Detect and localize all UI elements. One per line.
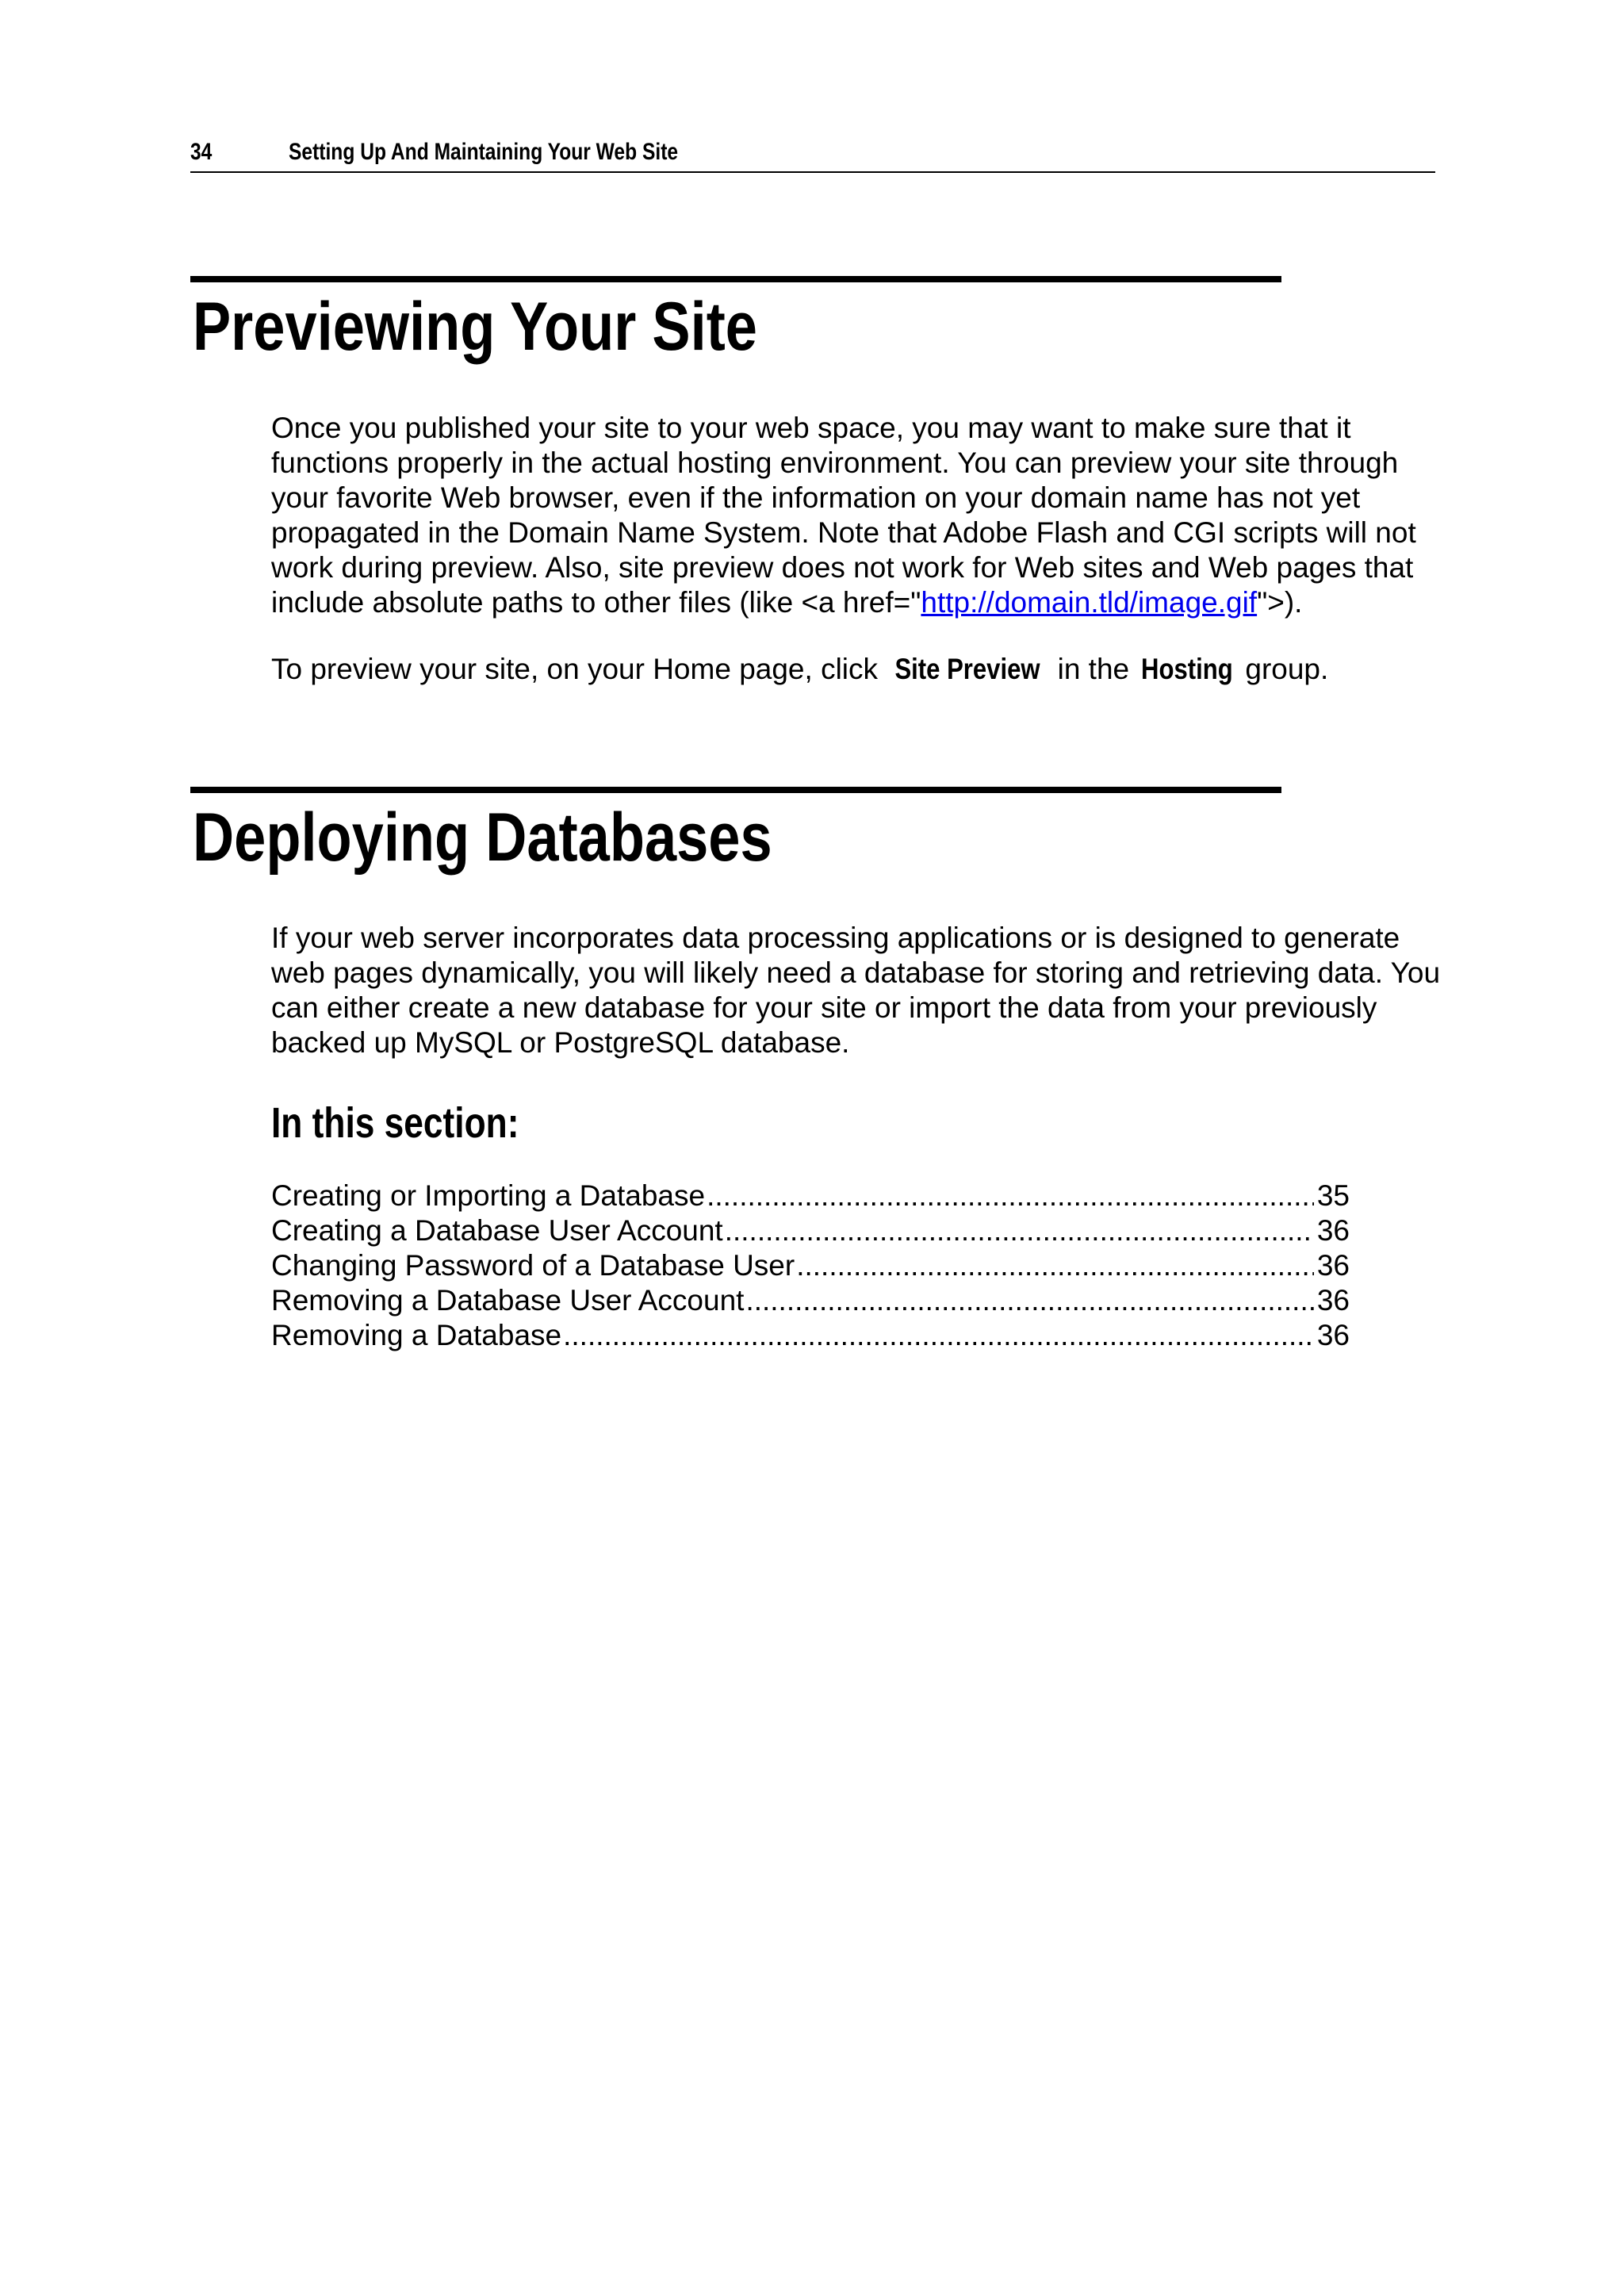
toc-entry-title: Removing a Database User Account — [271, 1284, 745, 1317]
hosting-term: Hosting — [1141, 653, 1234, 685]
section-rule — [190, 276, 1281, 282]
databases-paragraph: If your web server incorporates data processing applications or is designed to generate web pages dynamically, you will likely need a database for storing and retrieving data. You can either create a new database for your site or import the data from your previously backed up MySQL or PostgreSQL database. — [271, 922, 1441, 1059]
toc-entry-title: Creating a Database User Account — [271, 1214, 723, 1247]
section-heading-databases: Deploying Databases — [193, 799, 772, 876]
previewing-text: Once you published your site to your web space, you may want to make sure that it functions properly in the actual hosting environment. You can preview your site through your favorite Web browser, even if the information on your domain name has not yet propagated in the Domain Name System. Note that Adobe Flash and CGI scripts will not work during preview. Also, site preview does not work for Web sites and Web pages that include absolute paths to other files (like <a href=" — [271, 412, 1416, 619]
section-heading-previewing: Previewing Your Site — [193, 289, 757, 365]
section-toc — [271, 1179, 1350, 1353]
toc-entry-page: 36 — [1316, 1284, 1350, 1317]
section-rule — [190, 787, 1281, 793]
previewing-paragraph — [271, 411, 1445, 620]
page-header — [190, 135, 1435, 173]
toc-entry-page: 36 — [1316, 1249, 1350, 1282]
toc-entry[interactable] — [271, 1318, 1350, 1353]
toc-entry-page: 36 — [1316, 1319, 1350, 1351]
toc-entry-page: 36 — [1316, 1214, 1350, 1247]
running-title: Setting Up And Maintaining Your Web Site — [289, 139, 679, 165]
previewing-body — [271, 411, 1445, 687]
toc-entry[interactable] — [271, 1248, 1350, 1283]
previewing-text-end: ">). — [1257, 586, 1303, 619]
instruction-text: group. — [1237, 653, 1329, 685]
databases-body — [271, 921, 1445, 1060]
toc-entry[interactable] — [271, 1179, 1350, 1213]
site-preview-term: Site Preview — [894, 653, 1040, 685]
preview-instruction — [271, 652, 1445, 687]
instruction-text: in the — [1049, 653, 1138, 685]
toc-entry-page: 35 — [1316, 1179, 1350, 1212]
instruction-text: To preview your site, on your Home page, click — [271, 653, 887, 685]
toc-entry-title: Removing a Database — [271, 1319, 562, 1351]
toc-leader-dots — [796, 1248, 1314, 1283]
toc-entry[interactable] — [271, 1283, 1350, 1318]
example-url-link[interactable]: http://domain.tld/image.gif — [921, 586, 1258, 619]
toc-leader-dots — [563, 1318, 1314, 1353]
page-number: 34 — [190, 139, 213, 165]
in-this-section-heading: In this section: — [271, 1099, 519, 1147]
toc-entry-title: Creating or Importing a Database — [271, 1179, 706, 1212]
toc-entry[interactable] — [271, 1213, 1350, 1248]
toc-leader-dots — [725, 1213, 1314, 1248]
toc-leader-dots — [707, 1179, 1314, 1213]
toc-leader-dots — [745, 1283, 1313, 1318]
toc-entry-title: Changing Password of a Database User — [271, 1249, 795, 1282]
